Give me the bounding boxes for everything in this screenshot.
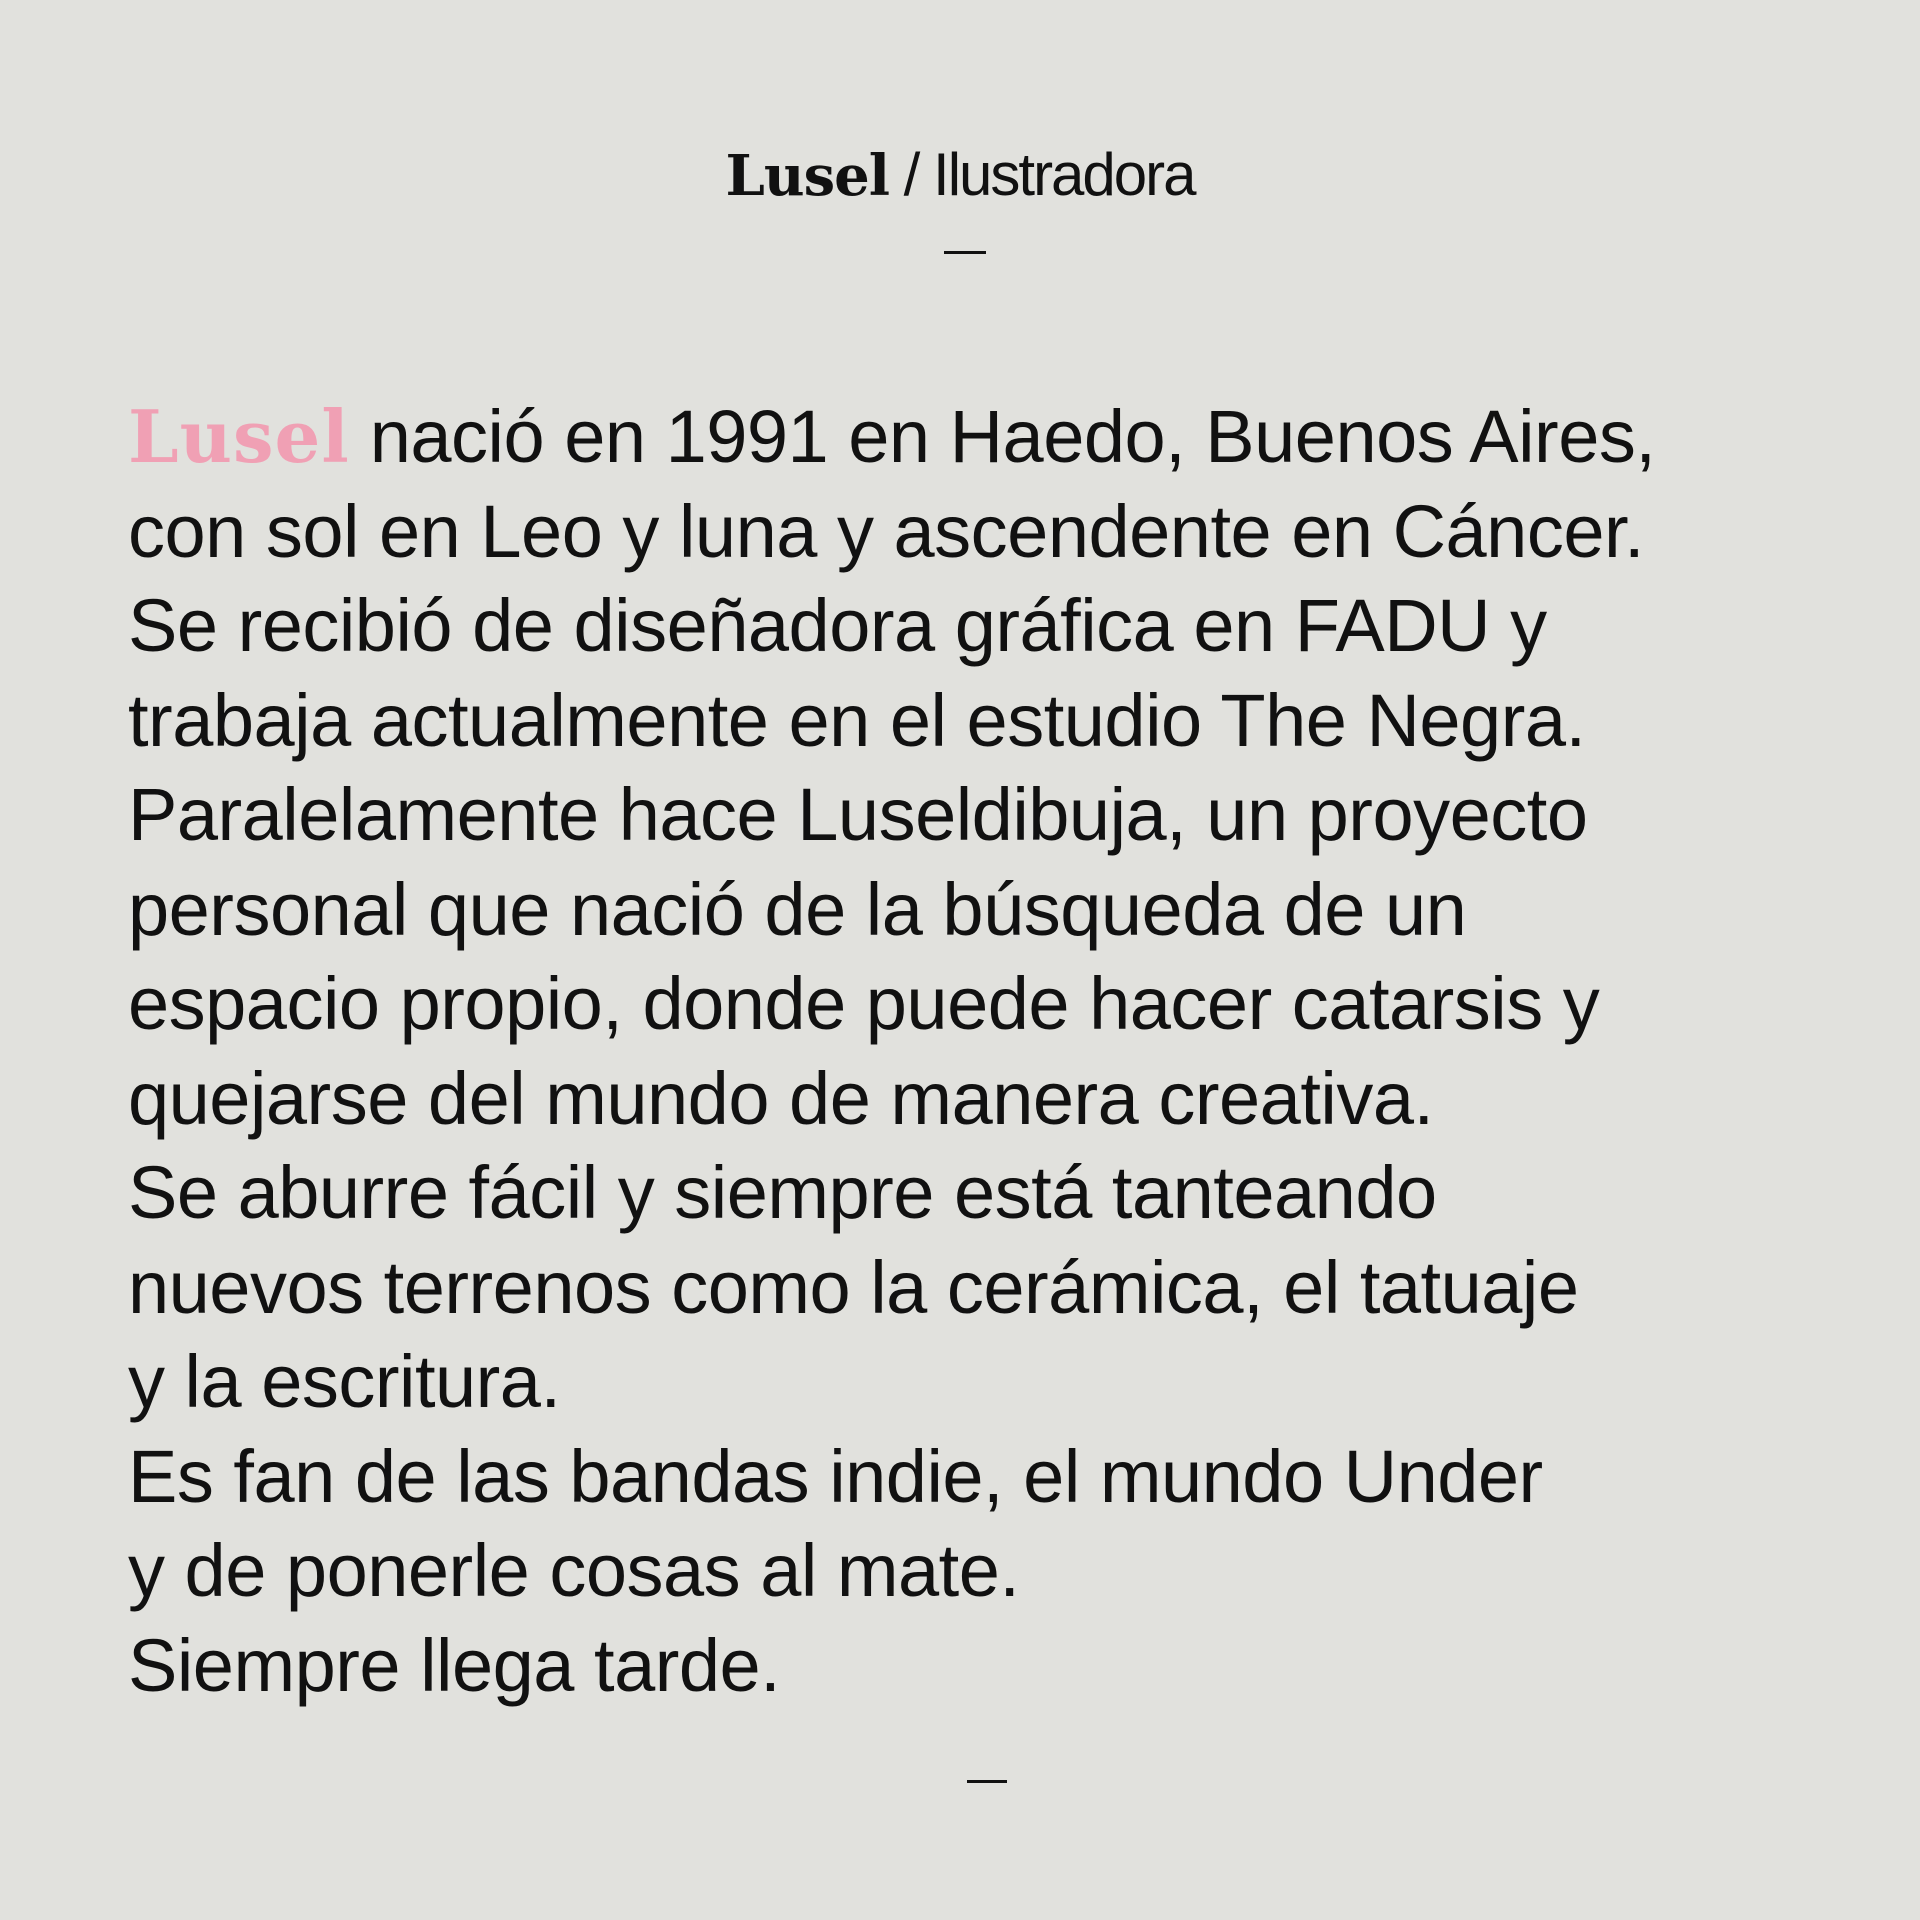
bio-line: espacio propio, donde puede hacer catarsis y <box>128 962 1600 1045</box>
bio-line: con sol en Leo y luna y ascendente en Cáncer. <box>128 489 1645 573</box>
bio-line: nuevos terrenos como la cerámica, el tatuaje <box>128 1245 1579 1329</box>
bio-line: trabaja actualmente en el estudio The Negra. <box>128 678 1586 762</box>
bio-line: Paralelamente hace Luseldibuja, un proyecto <box>128 773 1588 856</box>
bio-line: Se aburre fácil y siempre está tanteando <box>128 1151 1437 1234</box>
bio-line: Es fan de las bandas indie, el mundo Under <box>128 1434 1543 1518</box>
page-header <box>0 140 1920 209</box>
bio-line: Se recibió de diseñadora gráfica en FADU y <box>128 584 1547 667</box>
bio-line: Siempre llega tarde. <box>128 1623 781 1707</box>
bio-line: personal que nació de la búsqueda de un <box>128 867 1467 951</box>
header-separator: / <box>889 141 934 208</box>
bio-line: y la escritura. <box>128 1340 561 1423</box>
header-name: Lusel <box>725 143 890 209</box>
bio-line-text: nació en 1991 en Haedo, Buenos Aires, <box>349 395 1656 478</box>
bio-name-highlight: Lusel <box>128 394 350 479</box>
bottom-divider <box>967 1780 1007 1783</box>
bio-line: y de ponerle cosas al mate. <box>128 1529 1020 1612</box>
header-role: Ilustradora <box>933 141 1195 208</box>
top-divider <box>944 251 986 254</box>
bio-text <box>128 390 1868 1713</box>
bio-line <box>128 390 1868 485</box>
bio-line: quejarse del mundo de manera creativa. <box>128 1056 1434 1140</box>
